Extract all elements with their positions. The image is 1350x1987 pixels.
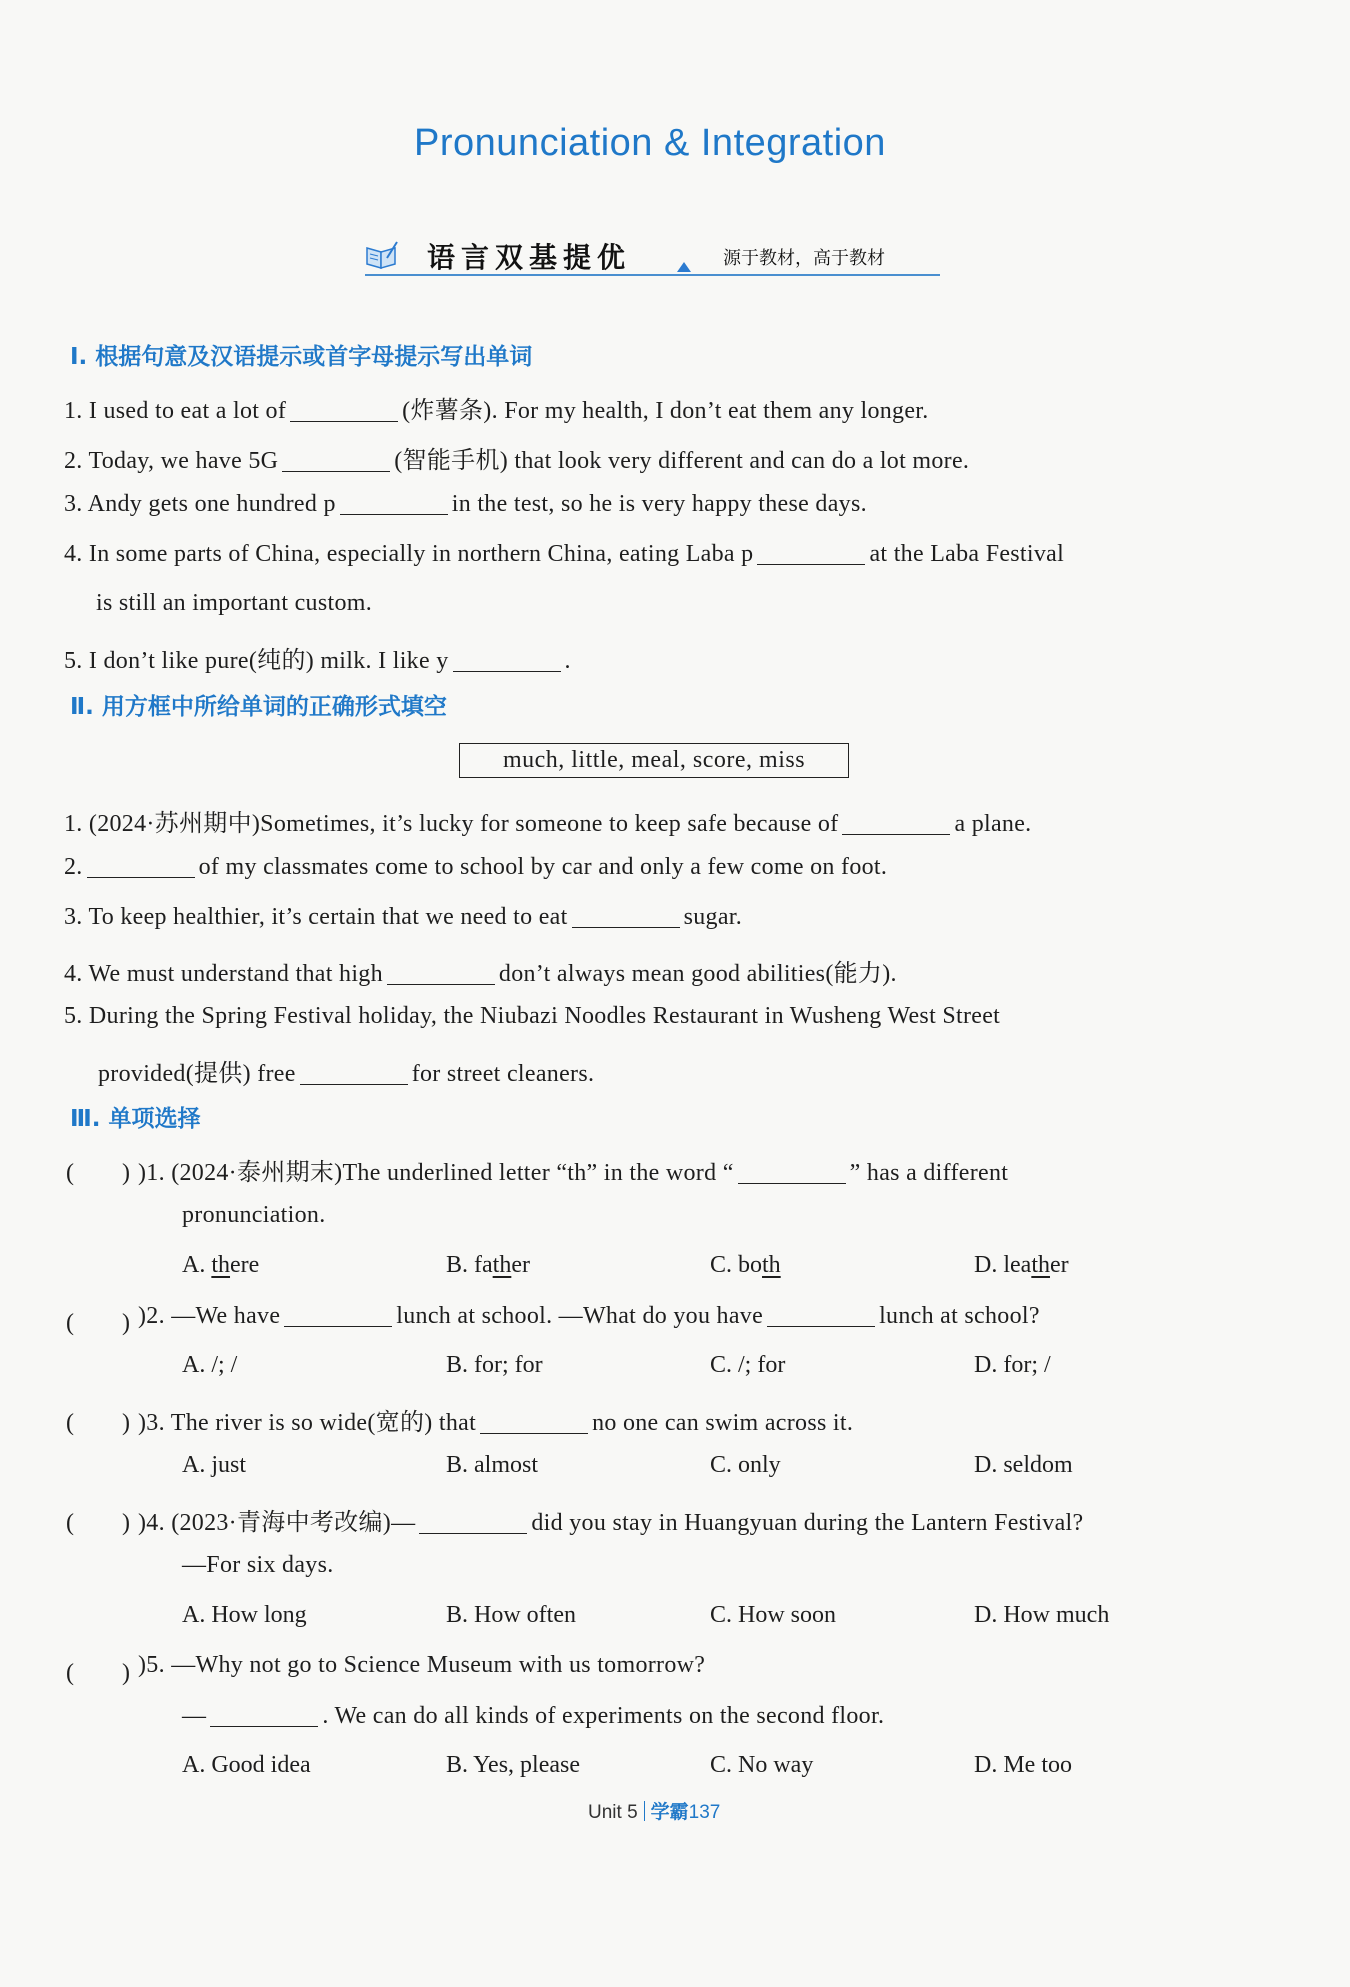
s3-question-3: )3. The river is so wide(宽的) that no one can swim across it. bbox=[138, 1410, 854, 1436]
s3-question-1: )1. (2024·泰州期末)The underlined letter “th” in the word “ ” has a different bbox=[138, 1160, 1009, 1186]
s3-question-4-cont: —For six days. bbox=[182, 1552, 334, 1578]
answer-bracket[interactable]: ( ) bbox=[66, 1160, 130, 1186]
section-2-heading: Ⅱ. 用方框中所给单词的正确形式填空 bbox=[70, 694, 447, 720]
answer-blank[interactable] bbox=[282, 447, 390, 472]
answer-blank[interactable] bbox=[387, 960, 495, 985]
answer-blank[interactable] bbox=[480, 1409, 588, 1434]
s3-q1-option-d[interactable]: D. leather bbox=[974, 1252, 1069, 1278]
answer-bracket[interactable]: ( ) bbox=[66, 1310, 130, 1336]
answer-bracket[interactable]: ( ) bbox=[66, 1510, 130, 1536]
s2-question-2: 2. of my classmates come to school by car and only a few come on foot. bbox=[64, 854, 888, 880]
triangle-icon bbox=[677, 262, 691, 272]
s3-q1-option-b[interactable]: B. father bbox=[446, 1252, 530, 1278]
section-banner bbox=[365, 236, 940, 276]
s1-question-2: 2. Today, we have 5G (智能手机) that look very different and can do a lot more. bbox=[64, 448, 970, 474]
answer-blank[interactable] bbox=[210, 1702, 318, 1727]
s3-q3-option-c[interactable]: C. only bbox=[710, 1452, 781, 1478]
s2-question-1: 1. (2024·苏州期中)Sometimes, it’s lucky for someone to keep safe because of a plane. bbox=[64, 811, 1032, 837]
s1-question-4-cont: is still an important custom. bbox=[96, 590, 373, 616]
s3-q5-option-c[interactable]: C. No way bbox=[710, 1752, 814, 1778]
s3-q4-option-b[interactable]: B. How often bbox=[446, 1602, 576, 1628]
s1-question-3: 3. Andy gets one hundred p in the test, so he is very happy these days. bbox=[64, 491, 867, 517]
s3-q4-option-c[interactable]: C. How soon bbox=[710, 1602, 837, 1628]
section-1-heading: Ⅰ. 根据句意及汉语提示或首字母提示写出单词 bbox=[70, 344, 533, 370]
s3-question-1-cont: pronunciation. bbox=[182, 1202, 326, 1228]
page-footer bbox=[588, 1797, 720, 1824]
answer-bracket[interactable]: ( ) bbox=[66, 1410, 130, 1436]
s3-q2-option-a[interactable]: A. /; / bbox=[182, 1352, 238, 1378]
s3-question-4: )4. (2023·青海中考改编)— did you stay in Huangyuan during the Lantern Festival? bbox=[138, 1510, 1084, 1536]
s3-q3-option-b[interactable]: B. almost bbox=[446, 1452, 539, 1478]
page-title: Pronunciation & Integration bbox=[414, 122, 886, 164]
answer-blank[interactable] bbox=[767, 1302, 875, 1327]
s2-question-5-cont: provided(提供) free for street cleaners. bbox=[98, 1061, 595, 1087]
footer-brand: 学霸 bbox=[650, 1802, 689, 1823]
answer-blank[interactable] bbox=[572, 903, 680, 928]
section-3-heading: Ⅲ. 单项选择 bbox=[70, 1106, 201, 1132]
footer-divider bbox=[644, 1801, 645, 1821]
s1-question-5: 5. I don’t like pure(纯的) milk. I like y . bbox=[64, 648, 571, 674]
s1-question-1: 1. I used to eat a lot of (炸薯条). For my health, I don’t eat them any longer. bbox=[64, 398, 929, 424]
s3-q2-option-d[interactable]: D. for; / bbox=[974, 1352, 1051, 1378]
book-icon bbox=[365, 240, 399, 270]
s3-q2-option-b[interactable]: B. for; for bbox=[446, 1352, 543, 1378]
s2-question-3: 3. To keep healthier, it’s certain that we need to eat sugar. bbox=[64, 904, 743, 930]
s3-q5-option-a[interactable]: A. Good idea bbox=[182, 1752, 311, 1778]
s3-question-5-cont: — . We can do all kinds of experiments on the second floor. bbox=[182, 1703, 885, 1729]
answer-blank[interactable] bbox=[87, 853, 195, 878]
answer-blank[interactable] bbox=[284, 1302, 392, 1327]
s3-q3-option-d[interactable]: D. seldom bbox=[974, 1452, 1073, 1478]
s3-q4-option-d[interactable]: D. How much bbox=[974, 1602, 1110, 1628]
banner-subtitle: 源于教材，高于教材 bbox=[723, 248, 885, 269]
s2-question-5: 5. During the Spring Festival holiday, the Niubazi Noodles Restaurant in Wusheng West Street bbox=[64, 1003, 1001, 1029]
word-box: much, little, meal, score, miss bbox=[459, 743, 849, 778]
s3-question-5: )5. —Why not go to Science Museum with us tomorrow? bbox=[138, 1652, 706, 1678]
answer-blank[interactable] bbox=[738, 1159, 846, 1184]
answer-blank[interactable] bbox=[290, 397, 398, 422]
page-number: 137 bbox=[688, 1802, 721, 1823]
footer-unit: Unit 5 bbox=[588, 1802, 638, 1823]
answer-blank[interactable] bbox=[453, 647, 561, 672]
s3-q5-option-b[interactable]: B. Yes, please bbox=[446, 1752, 581, 1778]
answer-blank[interactable] bbox=[300, 1060, 408, 1085]
banner-title: 语言双基提优 bbox=[427, 241, 632, 274]
s3-q1-option-a[interactable]: A. there bbox=[182, 1252, 260, 1278]
answer-blank[interactable] bbox=[842, 810, 950, 835]
s3-q1-option-c[interactable]: C. both bbox=[710, 1252, 781, 1278]
answer-bracket[interactable]: ( ) bbox=[66, 1660, 130, 1686]
s3-q2-option-c[interactable]: C. /; for bbox=[710, 1352, 786, 1378]
answer-blank[interactable] bbox=[757, 540, 865, 565]
s2-question-4: 4. We must understand that high don’t always mean good abilities(能力). bbox=[64, 961, 897, 987]
s3-q5-option-d[interactable]: D. Me too bbox=[974, 1752, 1072, 1778]
s1-question-4: 4. In some parts of China, especially in northern China, eating Laba p at the Laba Festival bbox=[64, 541, 1065, 567]
s3-q4-option-a[interactable]: A. How long bbox=[182, 1602, 307, 1628]
answer-blank[interactable] bbox=[340, 490, 448, 515]
s3-q3-option-a[interactable]: A. just bbox=[182, 1452, 247, 1478]
s3-question-2: )2. —We have lunch at school. —What do you have lunch at school? bbox=[138, 1303, 1040, 1329]
answer-blank[interactable] bbox=[419, 1509, 527, 1534]
